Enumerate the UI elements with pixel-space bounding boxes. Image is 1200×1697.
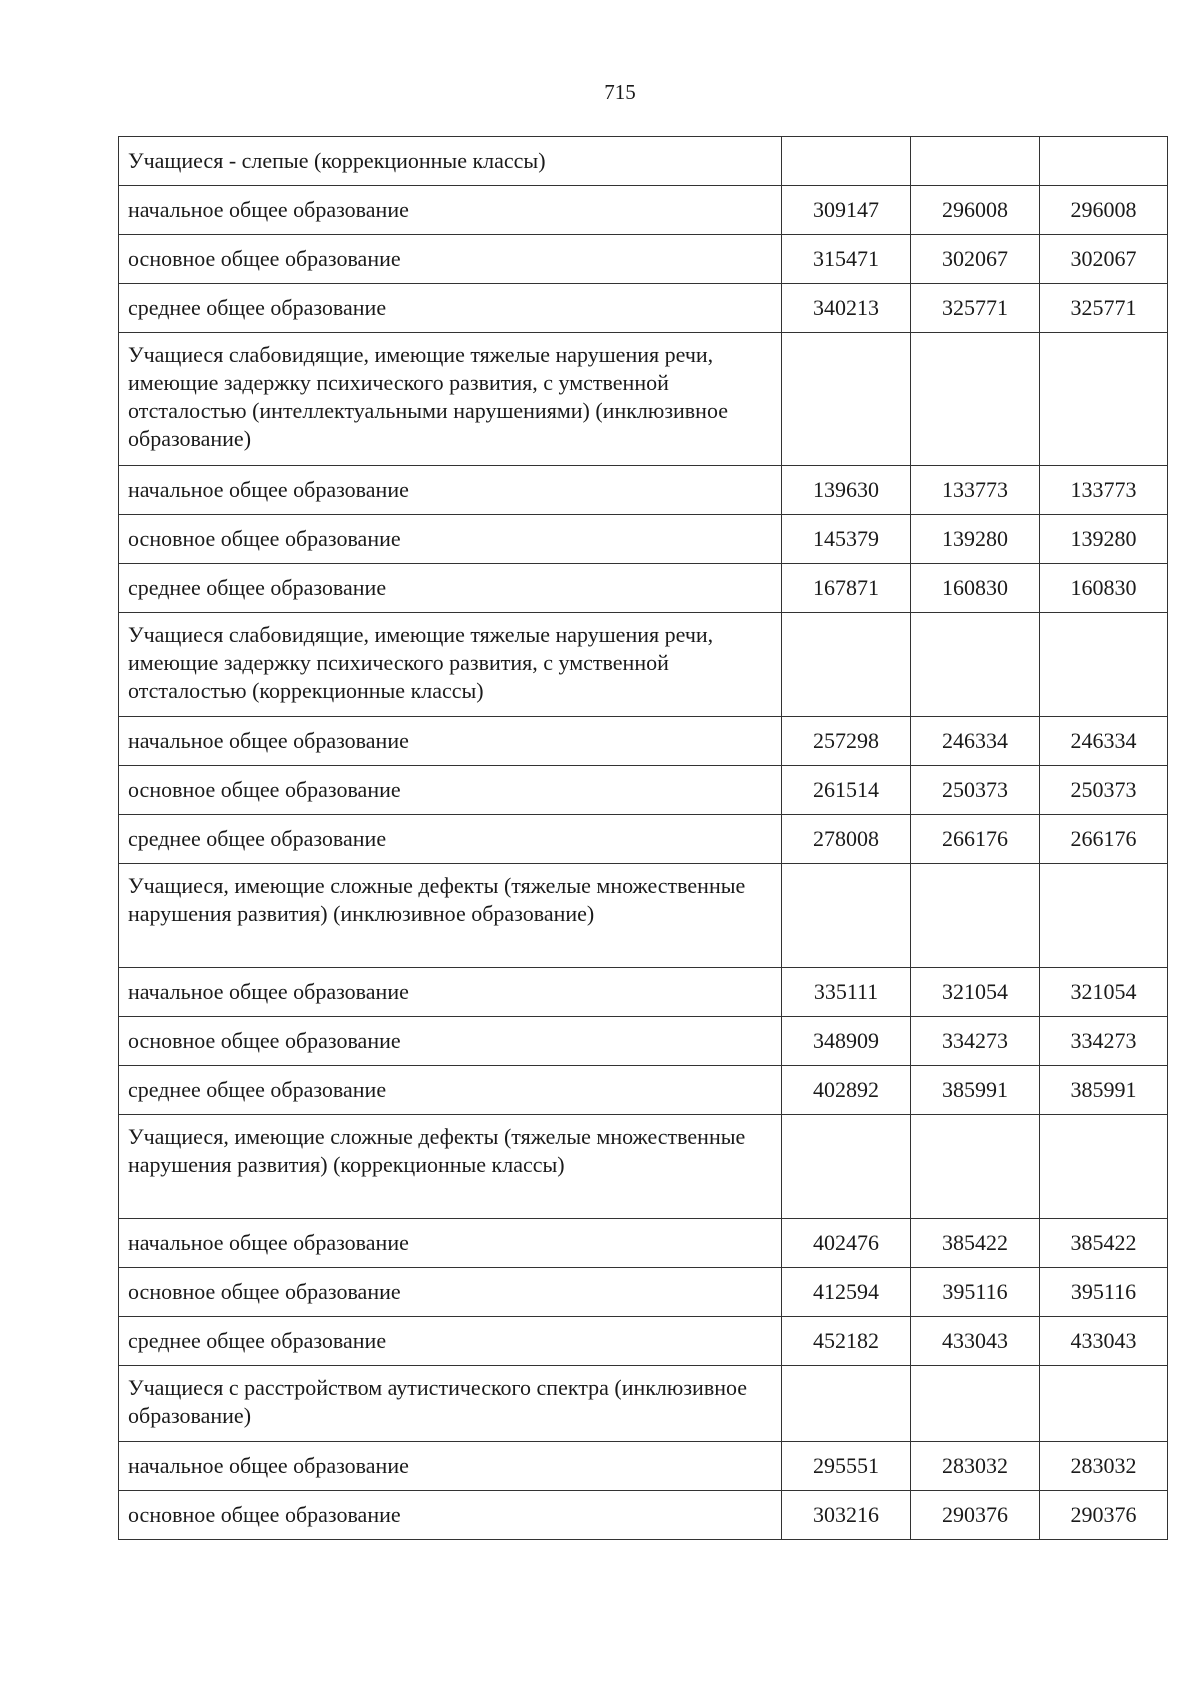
value-cell-3: [1040, 137, 1168, 186]
value-cell-1: 278008: [782, 815, 911, 864]
table-row: [119, 815, 1168, 864]
table-row: [119, 466, 1168, 515]
table-row: [119, 1268, 1168, 1317]
value-cell-3: [1040, 333, 1168, 466]
education-level-label: основное общее образование: [119, 235, 782, 284]
value-cell-1: [782, 613, 911, 717]
value-cell-1: 257298: [782, 717, 911, 766]
value-cell-2: 433043: [911, 1317, 1040, 1366]
value-cell-2: 133773: [911, 466, 1040, 515]
value-cell-2: 139280: [911, 515, 1040, 564]
cost-table: [118, 136, 1168, 1540]
value-cell-2: 266176: [911, 815, 1040, 864]
value-cell-2: [911, 1366, 1040, 1442]
value-cell-3: [1040, 1366, 1168, 1442]
value-cell-1: [782, 137, 911, 186]
value-cell-1: 402476: [782, 1219, 911, 1268]
education-level-label: начальное общее образование: [119, 1219, 782, 1268]
value-cell-3: 133773: [1040, 466, 1168, 515]
value-cell-2: 283032: [911, 1442, 1040, 1491]
category-label: Учащиеся с расстройством аутистического спектра (инклюзивное образование): [119, 1366, 782, 1442]
value-cell-2: [911, 613, 1040, 717]
value-cell-3: 250373: [1040, 766, 1168, 815]
value-cell-1: 145379: [782, 515, 911, 564]
education-level-label: основное общее образование: [119, 1268, 782, 1317]
value-cell-2: [911, 864, 1040, 968]
value-cell-3: 139280: [1040, 515, 1168, 564]
education-level-label: среднее общее образование: [119, 1066, 782, 1115]
category-label: Учащиеся, имеющие сложные дефекты (тяжелые множественные нарушения развития) (инклюзивное образование): [119, 864, 782, 968]
value-cell-3: [1040, 613, 1168, 717]
value-cell-2: 160830: [911, 564, 1040, 613]
table-row: [119, 1219, 1168, 1268]
table-row: [119, 717, 1168, 766]
value-cell-1: [782, 864, 911, 968]
value-cell-3: [1040, 1115, 1168, 1219]
value-cell-2: 290376: [911, 1491, 1040, 1540]
category-label: Учащиеся, имеющие сложные дефекты (тяжелые множественные нарушения развития) (коррекционные классы): [119, 1115, 782, 1219]
value-cell-2: 321054: [911, 968, 1040, 1017]
value-cell-3: 395116: [1040, 1268, 1168, 1317]
value-cell-1: [782, 1115, 911, 1219]
category-row: [119, 613, 1168, 717]
value-cell-2: 334273: [911, 1017, 1040, 1066]
education-level-label: основное общее образование: [119, 515, 782, 564]
value-cell-3: 296008: [1040, 186, 1168, 235]
table-row: [119, 1066, 1168, 1115]
education-level-label: среднее общее образование: [119, 284, 782, 333]
value-cell-1: 315471: [782, 235, 911, 284]
value-cell-1: 167871: [782, 564, 911, 613]
value-cell-3: 290376: [1040, 1491, 1168, 1540]
table-row: [119, 284, 1168, 333]
value-cell-1: 348909: [782, 1017, 911, 1066]
value-cell-2: [911, 1115, 1040, 1219]
category-row: [119, 333, 1168, 466]
education-level-label: основное общее образование: [119, 1491, 782, 1540]
value-cell-3: 246334: [1040, 717, 1168, 766]
value-cell-3: 385422: [1040, 1219, 1168, 1268]
value-cell-2: 385422: [911, 1219, 1040, 1268]
table-row: [119, 1491, 1168, 1540]
value-cell-3: 334273: [1040, 1017, 1168, 1066]
table-row: [119, 186, 1168, 235]
value-cell-3: 325771: [1040, 284, 1168, 333]
value-cell-2: 385991: [911, 1066, 1040, 1115]
education-level-label: начальное общее образование: [119, 466, 782, 515]
education-level-label: начальное общее образование: [119, 1442, 782, 1491]
table-row: [119, 1317, 1168, 1366]
value-cell-2: 250373: [911, 766, 1040, 815]
table-row: [119, 1017, 1168, 1066]
education-level-label: начальное общее образование: [119, 968, 782, 1017]
value-cell-1: 340213: [782, 284, 911, 333]
education-level-label: основное общее образование: [119, 1017, 782, 1066]
value-cell-3: 321054: [1040, 968, 1168, 1017]
value-cell-3: 302067: [1040, 235, 1168, 284]
category-row: [119, 864, 1168, 968]
table-row: [119, 968, 1168, 1017]
value-cell-3: 283032: [1040, 1442, 1168, 1491]
category-label: Учащиеся - слепые (коррекционные классы): [119, 137, 782, 186]
value-cell-1: 452182: [782, 1317, 911, 1366]
value-cell-2: 296008: [911, 186, 1040, 235]
category-row: [119, 1366, 1168, 1442]
value-cell-1: 261514: [782, 766, 911, 815]
value-cell-1: 295551: [782, 1442, 911, 1491]
value-cell-1: 309147: [782, 186, 911, 235]
value-cell-2: [911, 137, 1040, 186]
value-cell-1: 335111: [782, 968, 911, 1017]
page-number: 715: [604, 80, 636, 104]
value-cell-3: 266176: [1040, 815, 1168, 864]
value-cell-2: 302067: [911, 235, 1040, 284]
education-level-label: начальное общее образование: [119, 717, 782, 766]
value-cell-3: 160830: [1040, 564, 1168, 613]
value-cell-3: [1040, 864, 1168, 968]
value-cell-2: 325771: [911, 284, 1040, 333]
table-row: [119, 235, 1168, 284]
value-cell-3: 385991: [1040, 1066, 1168, 1115]
value-cell-1: [782, 1366, 911, 1442]
value-cell-1: 402892: [782, 1066, 911, 1115]
category-label: Учащиеся слабовидящие, имеющие тяжелые нарушения речи, имеющие задержку психического развития, с умственной отсталостью (коррекционные классы): [119, 613, 782, 717]
value-cell-1: 139630: [782, 466, 911, 515]
education-level-label: основное общее образование: [119, 766, 782, 815]
value-cell-2: [911, 333, 1040, 466]
value-cell-2: 246334: [911, 717, 1040, 766]
table-row: [119, 1442, 1168, 1491]
category-label: Учащиеся слабовидящие, имеющие тяжелые нарушения речи, имеющие задержку психического развития, с умственной отсталостью (интеллектуальными нарушениями) (инклюзивное образование): [119, 333, 782, 466]
table-row: [119, 564, 1168, 613]
education-level-label: среднее общее образование: [119, 815, 782, 864]
value-cell-1: [782, 333, 911, 466]
table-body: [119, 137, 1168, 1540]
category-row: [119, 137, 1168, 186]
category-row: [119, 1115, 1168, 1219]
value-cell-1: 412594: [782, 1268, 911, 1317]
education-level-label: начальное общее образование: [119, 186, 782, 235]
value-cell-1: 303216: [782, 1491, 911, 1540]
table-row: [119, 766, 1168, 815]
table-row: [119, 515, 1168, 564]
value-cell-2: 395116: [911, 1268, 1040, 1317]
education-level-label: среднее общее образование: [119, 1317, 782, 1366]
value-cell-3: 433043: [1040, 1317, 1168, 1366]
education-level-label: среднее общее образование: [119, 564, 782, 613]
